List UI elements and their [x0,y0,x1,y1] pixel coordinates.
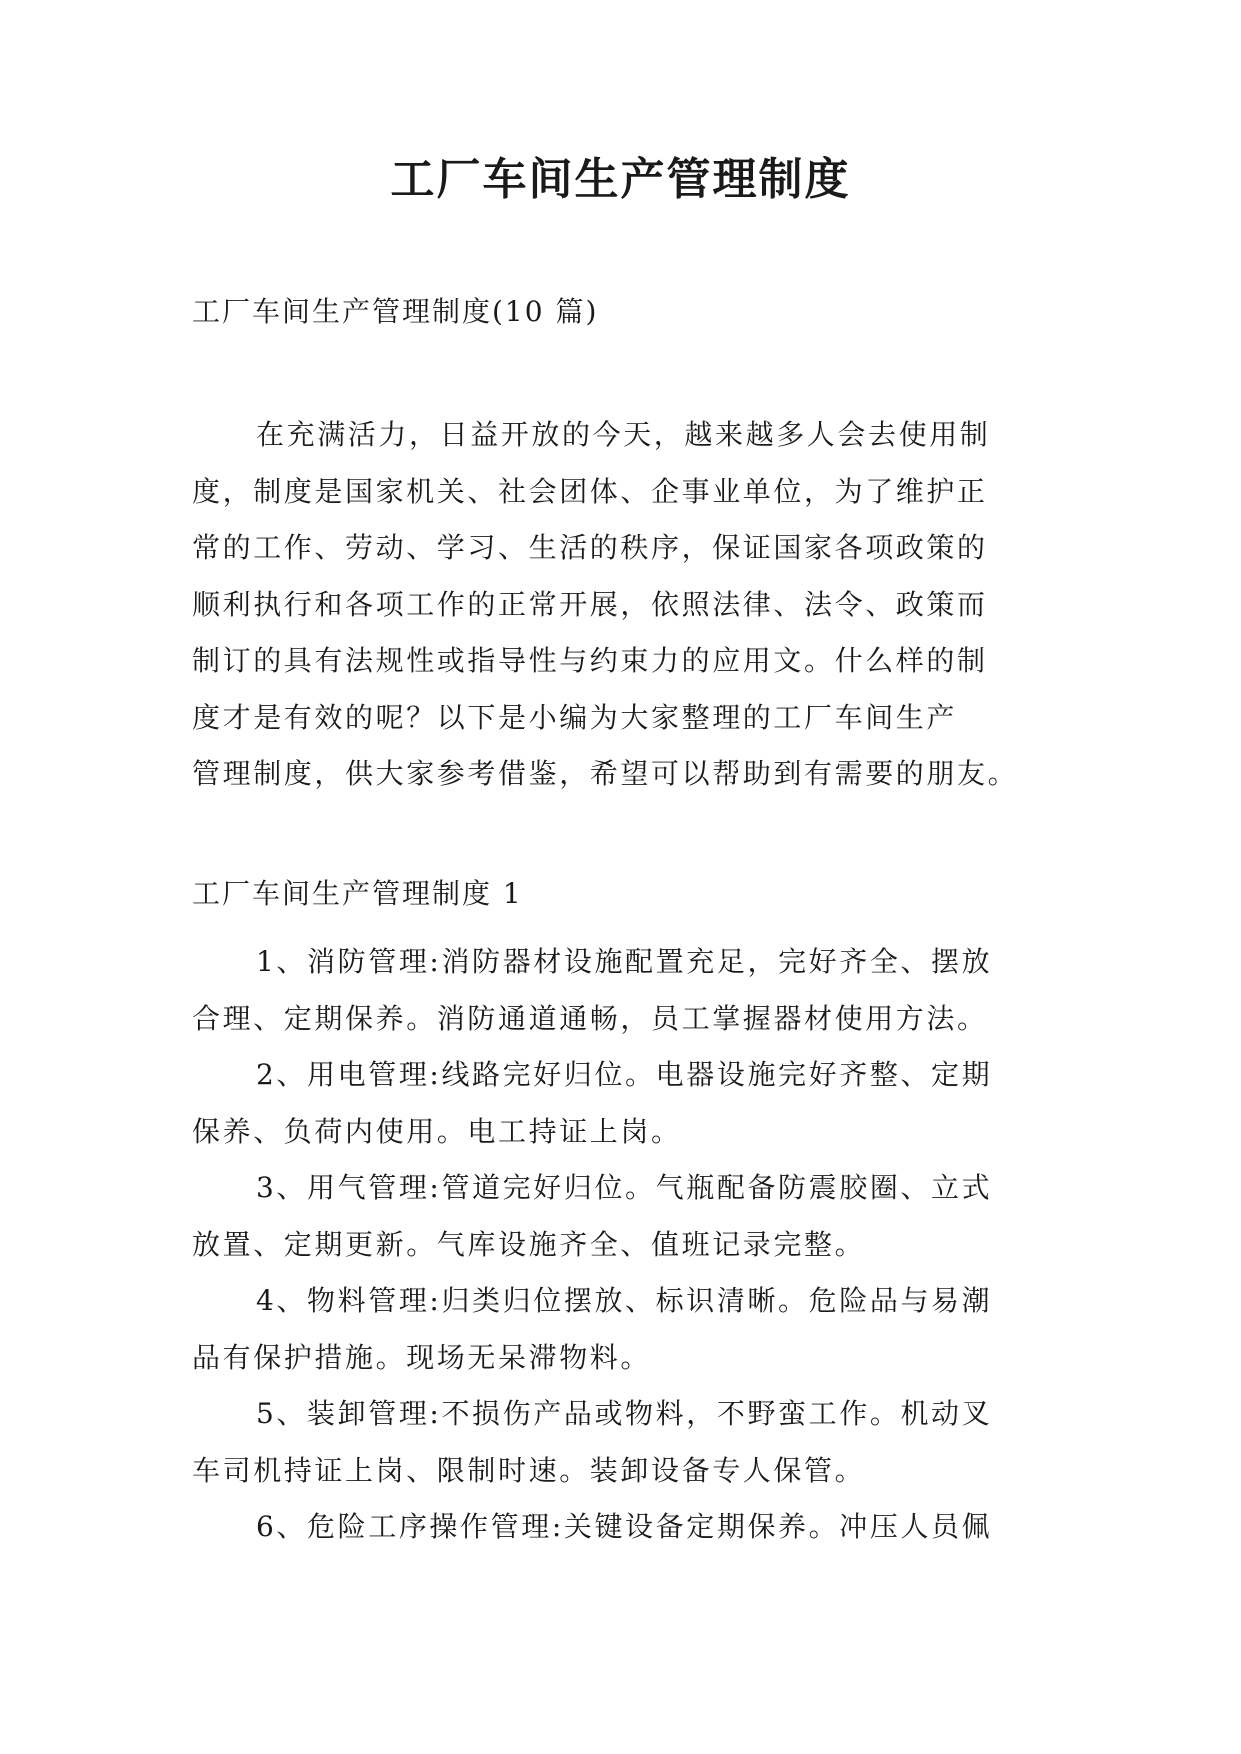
document-title: 工厂车间生产管理制度 [390,154,851,205]
rule-line: 3、用气管理:管道完好归位。气瓶配备防震胶圈、立式 [256,1171,993,1204]
intro-paragraph [192,407,1052,803]
intro-line: 常的工作、劳动、学习、生活的秩序，保证国家各项政策的 [192,531,988,564]
rule-line: 放置、定期更新。气库设施齐全、值班记录完整。 [192,1227,866,1261]
rule-line: 5、装卸管理:不损伤产品或物料，不野蛮工作。机动叉 [256,1397,993,1430]
intro-line: 度才是有效的呢？以下是小编为大家整理的工厂车间生产 [192,700,958,734]
rule-line: 2、用电管理:线路完好归位。电器设施完好齐整、定期 [256,1058,993,1091]
intro-line: 在充满活力，日益开放的今天，越来越多人会去使用制 [256,418,991,451]
intro-line: 管理制度，供大家参考借鉴，希望可以帮助到有需要的朋友。 [192,757,1019,790]
document-subtitle: 工厂车间生产管理制度(10 篇) [192,295,599,328]
rule-line: 车司机持证上岗、限制时速。装卸设备专人保管。 [192,1453,866,1487]
rule-line: 6、危险工序操作管理:关键设备定期保养。冲压人员佩 [256,1510,993,1543]
intro-line: 顺利执行和各项工作的正常开展，依照法律、法令、政策而 [192,587,988,621]
rule-line: 保养、负荷内使用。电工持证上岗。 [192,1114,682,1148]
section-heading: 工厂车间生产管理制度 1 [192,877,523,910]
intro-line: 制订的具有法规性或指导性与约束力的应用文。什么样的制 [192,644,988,677]
rule-line: 1、消防管理:消防器材设施配置充足，完好齐全、摆放 [256,945,993,978]
rules-list [192,934,1052,1556]
rule-line: 合理、定期保养。消防通道通畅，员工掌握器材使用方法。 [192,1001,988,1035]
rule-line: 品有保护措施。现场无呆滞物料。 [192,1340,652,1374]
rule-line: 4、物料管理:归类归位摆放、标识清晰。危险品与易潮 [256,1284,993,1317]
intro-line: 度，制度是国家机关、社会团体、企事业单位，为了维护正 [192,474,988,508]
